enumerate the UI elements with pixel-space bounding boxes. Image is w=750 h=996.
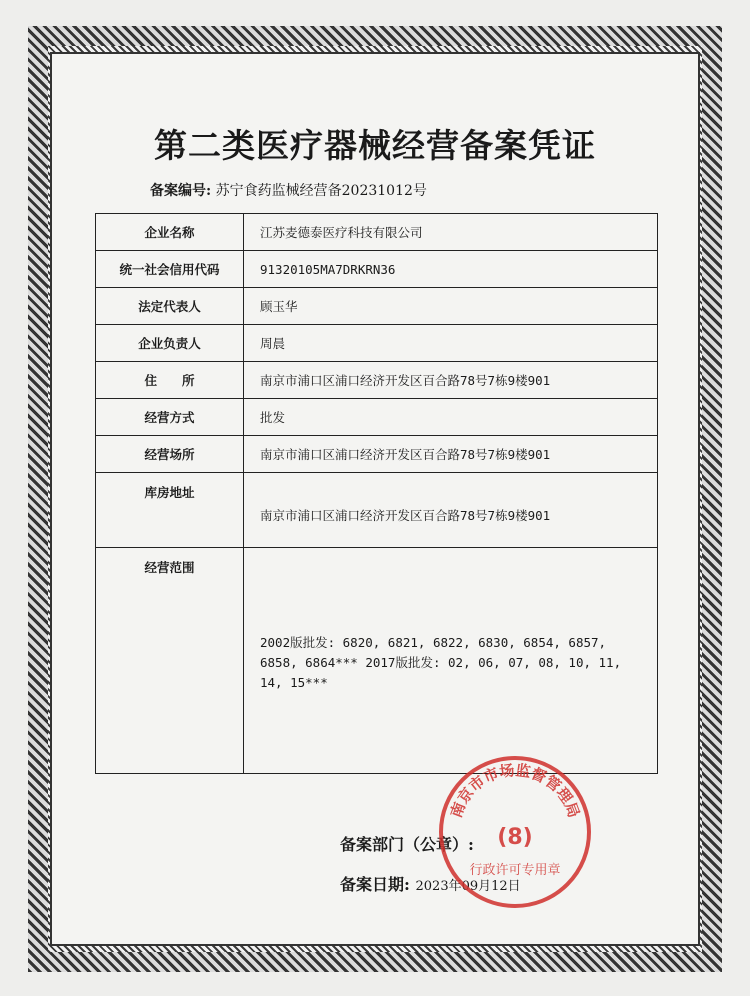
row-key: 法定代表人 — [96, 288, 244, 325]
row-value: 南京市浦口区浦口经济开发区百合路78号7栋9楼901 — [244, 473, 658, 548]
row-key: 经营场所 — [96, 436, 244, 473]
official-seal-icon — [435, 752, 595, 912]
table-row — [96, 436, 658, 473]
row-key: 库房地址 — [96, 473, 244, 548]
date-value: 2023年09月12日 — [415, 879, 521, 894]
row-value: 91320105MA7DRKRN36 — [244, 251, 658, 288]
seal-top-text: 南京市市场监督管理局 — [446, 761, 584, 821]
table-row — [96, 473, 658, 548]
date-label: 备案日期: — [340, 875, 410, 894]
row-key: 经营方式 — [96, 399, 244, 436]
table-row — [96, 548, 658, 774]
table-row — [96, 362, 658, 399]
row-key: 企业名称 — [96, 214, 244, 251]
certificate-title: 第二类医疗器械经营备案凭证 — [154, 126, 596, 165]
seal-bottom-text: 行政许可专用章 — [469, 863, 561, 878]
record-number-label: 备案编号: — [150, 183, 212, 199]
row-value: 南京市浦口区浦口经济开发区百合路78号7栋9楼901 — [244, 436, 658, 473]
info-table — [95, 213, 658, 774]
row-key: 企业负责人 — [96, 325, 244, 362]
table-row — [96, 214, 658, 251]
row-value: 顾玉华 — [244, 288, 658, 325]
seal-number: (8) — [497, 825, 533, 850]
table-row — [96, 251, 658, 288]
row-value: 周晨 — [244, 325, 658, 362]
table-row — [96, 325, 658, 362]
row-value-scope: 2002版批发: 6820, 6821, 6822, 6830, 6854, 6857, 6858, 6864*** 2017版批发: 02, 06, 07, 08, 10, 11, 14, 15*** — [244, 548, 658, 774]
dept-label: 备案部门（公章）: — [340, 835, 474, 854]
table-row — [96, 399, 658, 436]
row-key: 经营范围 — [96, 548, 244, 774]
table-row — [96, 288, 658, 325]
row-value: 江苏麦德泰医疗科技有限公司 — [244, 214, 658, 251]
svg-text:南京市市场监督管理局 — [447, 761, 583, 820]
row-value: 批发 — [244, 399, 658, 436]
row-value: 南京市浦口区浦口经济开发区百合路78号7栋9楼901 — [244, 362, 658, 399]
record-number-line — [150, 180, 427, 200]
row-key: 统一社会信用代码 — [96, 251, 244, 288]
row-key: 住 所 — [96, 362, 244, 399]
record-number: 苏宁食药监械经营备20231012号 — [215, 183, 427, 199]
